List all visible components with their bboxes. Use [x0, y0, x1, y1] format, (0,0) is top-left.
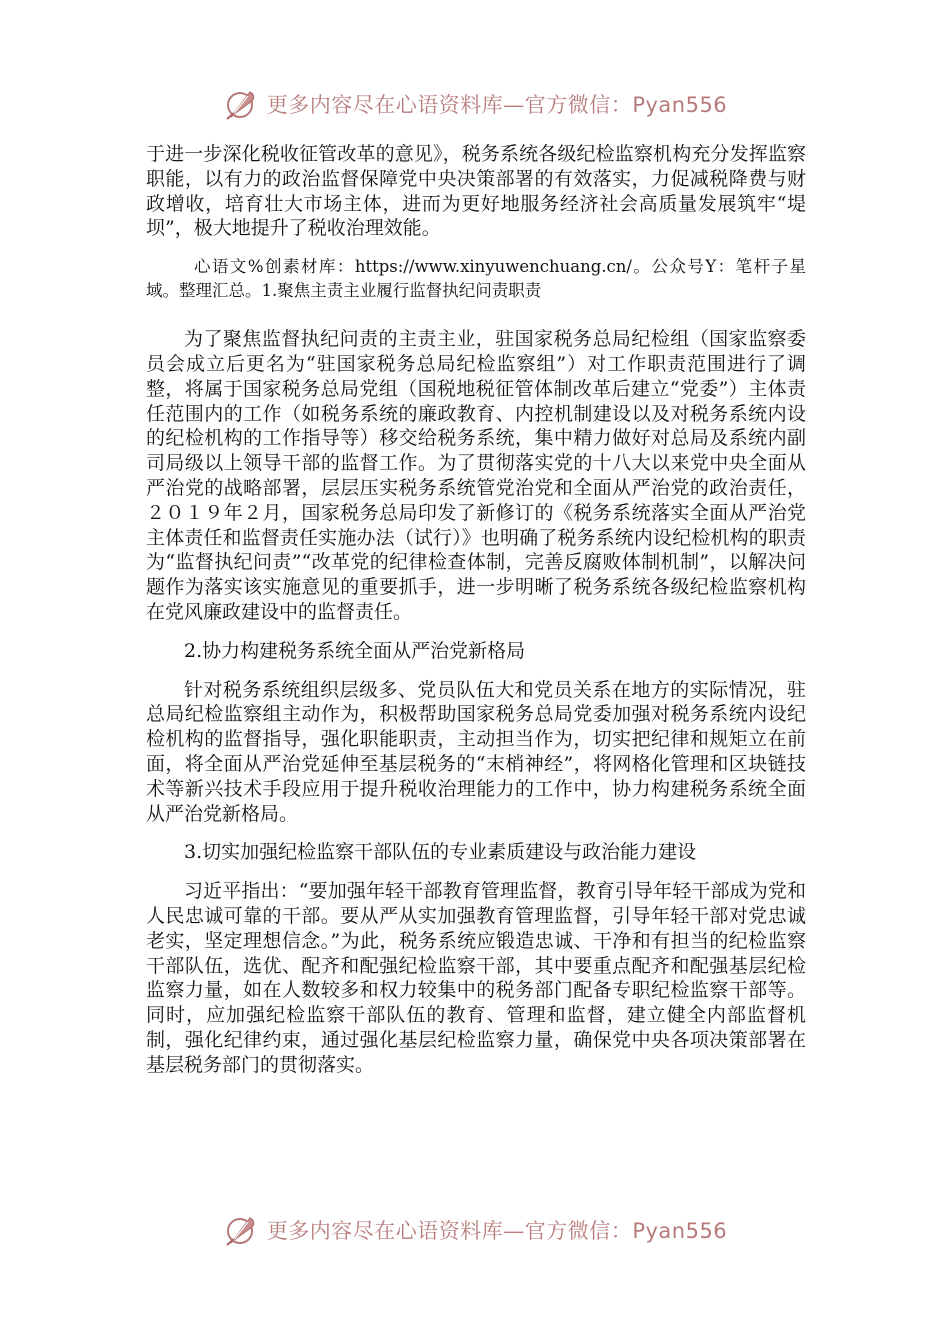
footer-watermark-banner [0, 1210, 950, 1250]
header-watermark-banner [0, 84, 950, 124]
quill-logo-icon [223, 1212, 259, 1248]
section-heading-3: 3.切实加强纪检监察干部队伍的专业素质建设与政治能力建设 [184, 841, 697, 864]
paragraph-3: 为了聚焦监督执纪问责的主责主业，驻国家税务总局纪检组（国家监察委员会成立后更名为“驻国家税务总局纪检监察组”）对工作职责范围进行了调整，将属于国家税务总局党组（国税地税征管体制改革后建立“党委”）主体责任范围内的工作（如税务系统的廉政教育、内控机制建设以及对税务系统内设的纪检机构的工作指导等）移交给税务系统，集中精力做好对总局及系统内副司局级以上领导干部的监督工作。为了贯彻落实党的十八大以来党中央全面从严治党的战略部署，层层压实税务系统管党治党和全面从严治党的政治责任，２０１９年２月，国家税务总局印发了新修订的《税务系统落实全面从严治党主体责任和监督责任实施办法（试行）》也明确了税务系统内设纪检机构的职责为“监督执纪问责”“改革党的纪律检查体制，完善反腐败体制机制”，以解决问题作为落实该实施意见的重要抓手，进一步明晰了税务系统各级纪检监察机构在党风廉政建设中的监督责任。 [146, 328, 806, 623]
paragraph-5: 习近平指出：“要加强年轻干部教育管理监督，教育引导年轻干部成为党和人民忠诚可靠的干部。要从严从实加强教育管理监督，引导年轻干部对党忠诚老实，坚定理想信念。”为此，税务系统应锻造忠诚、干净和有担当的纪检监察干部队伍，选优、配齐和配强纪检监察干部，其中要重点配齐和配强基层纪检监察力量，如在人数较多和权力较集中的税务部门配备专职纪检监察干部等。同时，应加强纪检监察干部队伍的教育、管理和监督，建立健全内部监督机制，强化纪律约束，通过强化基层纪检监察力量，确保党中央各项决策部署在基层税务部门的贯彻落实。 [146, 880, 806, 1076]
watermark-text: 更多内容尽在心语资料库—官方微信：Pyan556 [266, 93, 728, 117]
paragraph-4: 针对税务系统组织层级多、党员队伍大和党员关系在地方的实际情况，驻总局纪检监察组主动作为，积极帮助国家税务总局党委加强对税务系统内设纪检机构的监督指导，强化职能职责，主动担当作为，切实把纪律和规矩立在前面，将全面从严治党延伸至基层税务的“末梢神经”，将网格化管理和区块链技术等新兴技术手段应用于提升税收治理能力的工作中，协力构建税务系统全面从严治党新格局。 [146, 678, 806, 825]
watermark-text: 更多内容尽在心语资料库—官方微信：Pyan556 [266, 1219, 728, 1243]
section-heading-2: 2.协力构建税务系统全面从严治党新格局 [184, 639, 526, 662]
quill-logo-icon [223, 86, 259, 122]
wechat-id: Pyan556 [632, 93, 728, 117]
wechat-id: Pyan556 [632, 1219, 728, 1243]
paragraph-1: 于进一步深化税收征管改革的意见》，税务系统各级纪检监察机构充分发挥监察职能，以有力的政治监督保障党中央决策部署的有效落实，力促减税降费与财政增收，培育壮大市场主体，进而为更好地服务经济社会高质量发展筑牢“堤坝”，极大地提升了税收治理效能。 [146, 143, 806, 240]
source-note-paragraph: 心语文%创素材库：https://www.xinyuwenchuang.cn/。公众号Y：笔杆子星域。整理汇总。1.聚焦主责主业履行监督执纪问责职责 [146, 257, 806, 301]
document-body [146, 142, 806, 1078]
